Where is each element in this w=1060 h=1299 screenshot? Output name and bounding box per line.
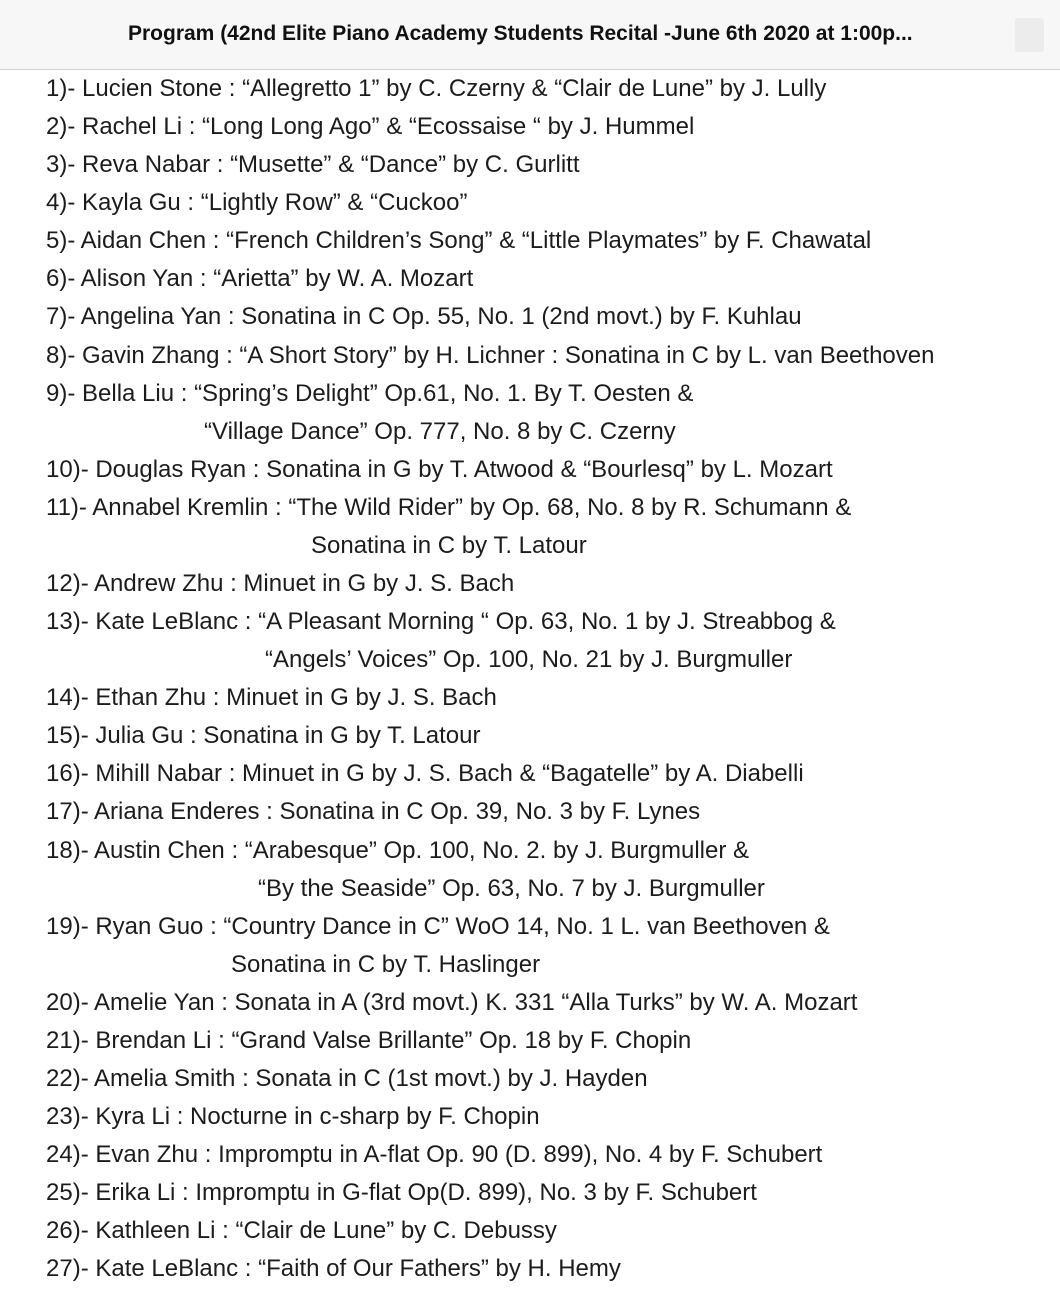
program-entry-text: 4)- Kayla Gu : “Lightly Row” & “Cuckoo” bbox=[46, 189, 468, 217]
program-entry bbox=[0, 375, 1060, 413]
program-entry-text: 20)- Amelie Yan : Sonata in A (3rd movt.) K. 331 “Alla Turks” by W. A. Mozart bbox=[46, 988, 858, 1016]
program-entry-text: 19)- Ryan Guo : “Country Dance in C” WoO 14, No. 1 L. van Beethoven & bbox=[46, 912, 830, 940]
program-entry bbox=[0, 1212, 1060, 1250]
program-entry-text: “Angels’ Voices” Op. 100, No. 21 by J. Burgmuller bbox=[265, 646, 793, 674]
program-entry-continuation bbox=[0, 413, 1060, 451]
program-entry-text: 2)- Rachel Li : “Long Long Ago” & “Ecossaise “ by J. Hummel bbox=[46, 113, 695, 141]
toolbar-button[interactable] bbox=[1015, 18, 1044, 52]
program-entry bbox=[0, 755, 1060, 793]
program-entry bbox=[0, 451, 1060, 489]
program-entry bbox=[0, 565, 1060, 603]
program-entry bbox=[0, 489, 1060, 527]
program-entry bbox=[0, 717, 1060, 755]
program-entry-text: 9)- Bella Liu : “Spring’s Delight” Op.61, No. 1. By T. Oesten & bbox=[46, 379, 694, 407]
program-entry-text: 7)- Angelina Yan : Sonatina in C Op. 55, No. 1 (2nd movt.) by F. Kuhlau bbox=[46, 303, 802, 331]
program-entry-text: 12)- Andrew Zhu : Minuet in G by J. S. Bach bbox=[46, 570, 515, 598]
program-entry bbox=[0, 184, 1060, 222]
program-entry bbox=[0, 222, 1060, 260]
program-entry-text: 1)- Lucien Stone : “Allegretto 1” by C. Czerny & “Clair de Lune” by J. Lully bbox=[46, 75, 827, 102]
program-entry-continuation bbox=[0, 870, 1060, 908]
program-entry bbox=[0, 1174, 1060, 1212]
program-entry bbox=[0, 793, 1060, 831]
program-entry bbox=[0, 603, 1060, 641]
program-entry bbox=[0, 260, 1060, 298]
program-entry-text: 25)- Erika Li : Impromptu in G-flat Op(D. 899), No. 3 by F. Schubert bbox=[46, 1179, 757, 1207]
program-entry-text: 3)- Reva Nabar : “Musette” & “Dance” by C. Gurlitt bbox=[46, 151, 580, 179]
program-entry-text: 13)- Kate LeBlanc : “A Pleasant Morning “ Op. 63, No. 1 by J. Streabbog & bbox=[46, 608, 836, 636]
program-entry-continuation bbox=[0, 641, 1060, 679]
program-entry-text: 22)- Amelia Smith : Sonata in C (1st movt.) by J. Hayden bbox=[46, 1065, 648, 1093]
program-entry-text: 10)- Douglas Ryan : Sonatina in G by T. Atwood & “Bourlesq” by L. Mozart bbox=[46, 455, 833, 483]
program-entry-text: 15)- Julia Gu : Sonatina in G by T. Latour bbox=[46, 722, 481, 750]
title-bar bbox=[0, 0, 1060, 70]
program-entry-text: 26)- Kathleen Li : “Clair de Lune” by C. Debussy bbox=[46, 1217, 557, 1245]
program-entry-text: 14)- Ethan Zhu : Minuet in G by J. S. Bach bbox=[46, 684, 497, 712]
program-entry-text: “Village Dance” Op. 777, No. 8 by C. Czerny bbox=[204, 417, 676, 445]
program-entry bbox=[0, 1098, 1060, 1136]
program-entry bbox=[0, 108, 1060, 146]
program-entry-text: 23)- Kyra Li : Nocturne in c-sharp by F. Chopin bbox=[46, 1103, 540, 1131]
program-entry-text: 17)- Ariana Enderes : Sonatina in C Op. 39, No. 3 by F. Lynes bbox=[46, 798, 701, 826]
program-entry-text: 5)- Aidan Chen : “French Children’s Song” & “Little Playmates” by F. Chawatal bbox=[46, 227, 872, 255]
program-entry bbox=[0, 1250, 1060, 1288]
program-entry-text: 11)- Annabel Kremlin : “The Wild Rider” by Op. 68, No. 8 by R. Schumann & bbox=[46, 493, 852, 521]
program-entry bbox=[0, 1060, 1060, 1098]
program-entry bbox=[0, 337, 1060, 375]
program-entry bbox=[0, 679, 1060, 717]
program-entry-text: 16)- Mihill Nabar : Minuet in G by J. S. Bach & “Bagatelle” by A. Diabelli bbox=[46, 760, 804, 788]
program-entry-text: Sonatina in C by T. Latour bbox=[311, 531, 587, 559]
recital-program-list bbox=[0, 70, 1060, 1289]
program-entry bbox=[0, 832, 1060, 870]
program-entry-text: 24)- Evan Zhu : Impromptu in A-flat Op. 90 (D. 899), No. 4 by F. Schubert bbox=[46, 1141, 823, 1169]
program-entry-text: 8)- Gavin Zhang : “A Short Story” by H. Lichner : Sonatina in C by L. van Beethoven bbox=[46, 341, 935, 369]
program-entry bbox=[0, 146, 1060, 184]
program-entry-text: Sonatina in C by T. Haslinger bbox=[231, 950, 541, 978]
program-entry bbox=[0, 984, 1060, 1022]
program-entry-continuation bbox=[0, 946, 1060, 984]
program-entry bbox=[0, 1022, 1060, 1060]
program-entry bbox=[0, 1136, 1060, 1174]
program-entry-text: 27)- Kate LeBlanc : “Faith of Our Fathers” by H. Hemy bbox=[46, 1255, 621, 1283]
program-entry-text: “By the Seaside” Op. 63, No. 7 by J. Burgmuller bbox=[258, 874, 765, 902]
program-entry bbox=[0, 908, 1060, 946]
program-entry-continuation bbox=[0, 527, 1060, 565]
program-entry-text: 18)- Austin Chen : “Arabesque” Op. 100, No. 2. by J. Burgmuller & bbox=[46, 836, 750, 864]
program-entry bbox=[0, 298, 1060, 336]
document-title: Program (42nd Elite Piano Academy Students Recital -June 6th 2020 at 1:00p... bbox=[128, 22, 913, 45]
program-entry-text: 6)- Alison Yan : “Arietta” by W. A. Mozart bbox=[46, 265, 474, 293]
program-entry bbox=[0, 70, 1060, 108]
program-entry-text: 21)- Brendan Li : “Grand Valse Brillante” Op. 18 by F. Chopin bbox=[46, 1026, 692, 1054]
